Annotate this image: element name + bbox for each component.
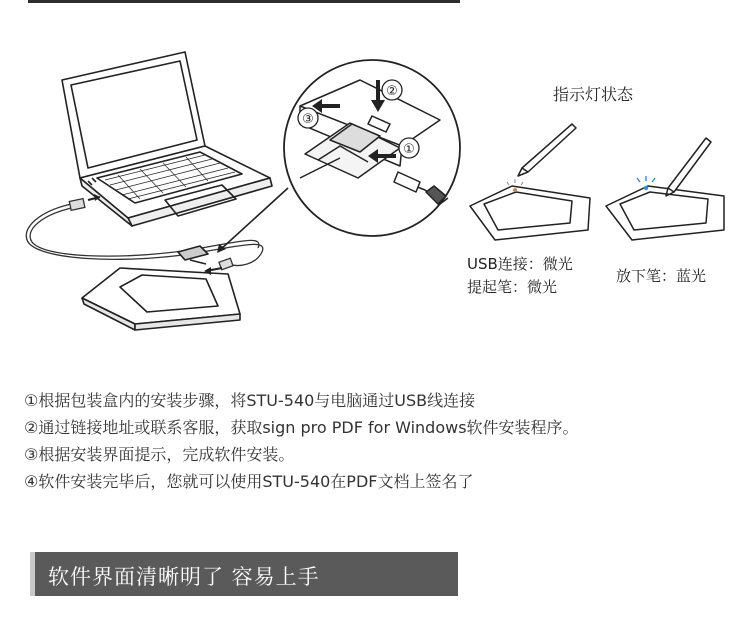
status-pen-up-illustration bbox=[470, 124, 590, 240]
connector-zoom-view bbox=[284, 60, 460, 236]
step-2: ②通过链接地址或联系客服，获取sign pro PDF for Windows软件安装程序。 bbox=[24, 418, 579, 437]
status-pen-down-illustration bbox=[606, 138, 724, 240]
banner-accent bbox=[30, 552, 35, 596]
callout-1: ① bbox=[403, 142, 415, 157]
callout-2: ② bbox=[386, 84, 398, 99]
installation-diagram bbox=[0, 28, 750, 348]
callout-3: ③ bbox=[302, 112, 314, 127]
status-pen-down-label: 放下笔：蓝光 bbox=[616, 267, 707, 285]
top-rule bbox=[28, 0, 460, 3]
section-banner-title: 软件界面清晰明了 容易上手 bbox=[48, 565, 320, 589]
status-pen-lifted-label: 提起笔：微光 bbox=[467, 278, 558, 296]
status-title: 指示灯状态 bbox=[553, 85, 634, 104]
status-usb-connected-label: USB连接：微光 bbox=[467, 255, 573, 273]
step-1: ①根据包装盒内的安装步骤，将STU-540与电脑通过USB线连接 bbox=[24, 391, 476, 410]
status-light-blue bbox=[644, 186, 648, 190]
step-4: ④软件安装完毕后，您就可以使用STU-540在PDF文档上签名了 bbox=[24, 472, 474, 491]
step-3: ③根据安装界面提示，完成软件安装。 bbox=[24, 445, 295, 464]
installation-steps bbox=[24, 387, 579, 495]
laptop-illustration bbox=[62, 52, 272, 226]
section-banner bbox=[30, 552, 458, 596]
signature-pad-illustration bbox=[82, 246, 240, 330]
status-light-dim bbox=[513, 188, 517, 192]
